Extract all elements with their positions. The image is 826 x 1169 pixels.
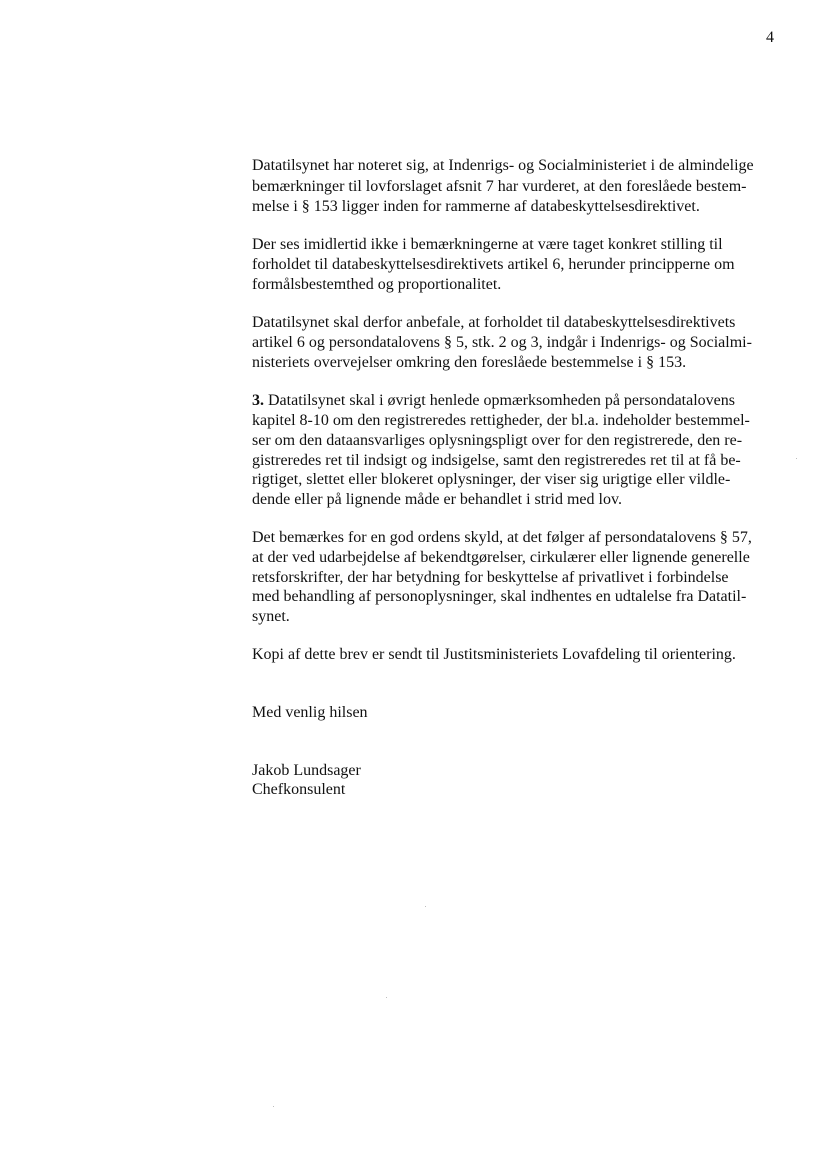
section-number: 3. [252, 392, 264, 409]
paragraph-line [252, 391, 735, 411]
scan-speck [273, 1106, 274, 1107]
scan-speck [796, 458, 797, 459]
page-number: 4 [766, 29, 774, 46]
paragraph-line: ser om den dataansvarliges oplysningspligt over for den registrerede, den re- [252, 432, 743, 449]
paragraph-line: Det bemærkes for en god ordens skyld, at det følger af persondatalovens § 57, [252, 529, 752, 546]
paragraph-line: med behandling af personoplysninger, skal indhentes en udtalelse fra Datatil- [252, 588, 747, 605]
paragraph-line: retsforskrifter, der har betydning for beskyttelse af privatlivet i forbindelse [252, 569, 729, 586]
paragraph-line: formålsbestemthed og proportionalitet. [252, 276, 502, 293]
scan-speck [386, 997, 387, 998]
scan-speck [425, 906, 426, 907]
signer-title: Chefkonsulent [252, 781, 346, 798]
paragraph-line-text: Datatilsynet skal i øvrigt henlede opmærksomheden på persondatalovens [264, 392, 735, 409]
paragraph-line: at der ved udarbejdelse af bekendtgørelser, cirkulærer eller lignende generelle [252, 549, 750, 566]
paragraph-line: rigtiget, slettet eller blokeret oplysninger, der viser sig urigtige eller vildle- [252, 471, 731, 488]
closing-greeting: Med venlig hilsen [252, 704, 368, 721]
paragraph-line: forholdet til databeskyttelsesdirektivets artikel 6, herunder principperne om [252, 256, 735, 273]
paragraph-line: artikel 6 og persondatalovens § 5, stk. 2 og 3, indgår i Indenrigs- og Socialmi- [252, 334, 752, 351]
paragraph-line: dende eller på lignende måde er behandlet i strid med lov. [252, 491, 622, 508]
paragraph-line: synet. [252, 608, 290, 625]
paragraph-line: nisteriets overvejelser omkring den foreslåede bestemmelse i § 153. [252, 354, 687, 371]
paragraph-line: Datatilsynet skal derfor anbefale, at forholdet til databeskyttelsesdirektivets [252, 314, 736, 331]
paragraph-line: Kopi af dette brev er sendt til Justitsministeriets Lovafdeling til orientering. [252, 646, 736, 663]
signer-name: Jakob Lundsager [252, 762, 361, 779]
paragraph-line: Der ses imidlertid ikke i bemærkningerne at være taget konkret stilling til [252, 236, 723, 253]
paragraph-line: kapitel 8-10 om den registreredes rettigheder, der bl.a. indeholder bestemmel- [252, 412, 750, 429]
paragraph-line: bemærkninger til lovforslaget afsnit 7 har vurderet, at den foreslåede bestem- [252, 178, 747, 195]
paragraph-line: gistreredes ret til indsigt og indsigelse, samt den registreredes ret til at få be- [252, 452, 741, 469]
paragraph-line: Datatilsynet har noteret sig, at Indenrigs- og Socialministeriet i de almindelige [252, 157, 754, 174]
paragraph-line: melse i § 153 ligger inden for rammerne af databeskyttelsesdirektivet. [252, 198, 700, 215]
